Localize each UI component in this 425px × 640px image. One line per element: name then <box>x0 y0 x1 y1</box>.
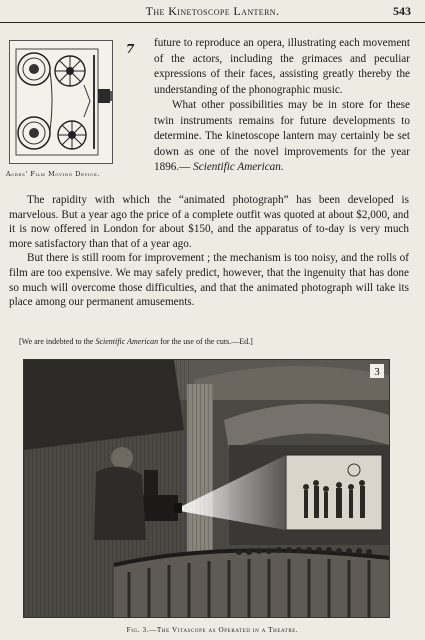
possibilities-text: What other possibilities may be in store for these twin instruments remains for future developments to determine. The kinetoscope lantern may certainly be set down as one of the novel improvements for the year 1896.— <box>154 99 410 173</box>
running-head <box>0 4 425 22</box>
figure-3-caption: Fig. 3.—The Vitascope as Operated in a Theatre. <box>126 626 299 634</box>
figure-7-caption: Acres' Film Moving Device. <box>6 170 101 178</box>
figure-7-number: 7 <box>126 42 135 56</box>
editor-note <box>19 337 419 346</box>
figure-3-corner-number: 3 <box>374 366 380 378</box>
figure-3-illustration <box>23 359 390 618</box>
paragraph-opera: future to reproduce an opera, illustrating each movement of the actors, including the grimaces and peculiar expressions of their faces, assisting greatly thereby the understanding of the phonographic music. <box>154 37 410 96</box>
figure-7-illustration <box>9 40 113 164</box>
paragraph-improvement: But there is still room for improvement ; the mechanism is too noisy, and the rolls of film are too expensive. We may safely predict, however, that the ingenuity that has done so much will overcome those difficulties, and that the animated photograph will take its place among our permanent amusements. <box>9 252 409 309</box>
page-number: 543 <box>393 4 411 18</box>
source-citation: Scientific American. <box>193 161 284 173</box>
paragraph-rapidity: The rapidity with which the “animated photograph” has been developed is marvelous. But a year ago the price of a complete outfit was quoted at about $2,000, and it is now offered in London for about $150, and the apparatus of to-day is very much more satisfactory than that of a year ago. <box>9 194 409 250</box>
editor-note-after: for the use of the cuts.—Ed.] <box>160 337 253 346</box>
header-rule <box>0 22 425 23</box>
right-column-text <box>154 36 410 176</box>
body-text <box>9 193 409 310</box>
paragraph-possibilities <box>154 98 410 176</box>
editor-note-before: [We are indebted to the <box>19 337 94 346</box>
editor-note-publication: Scientific American <box>95 337 159 346</box>
running-head-title: The Kinetoscope Lantern. <box>145 4 280 18</box>
